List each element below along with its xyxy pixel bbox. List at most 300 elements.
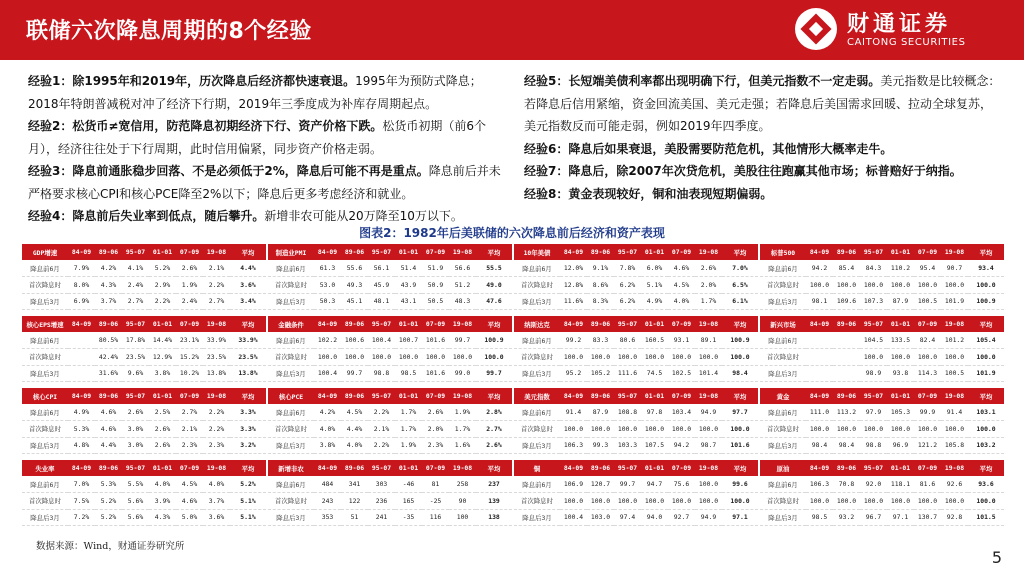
table-cell: 100.0 [860,493,887,510]
table-cell: 103.0 [587,509,614,526]
table-cell: 8.6% [587,277,614,294]
table-cell: 31.6% [95,365,122,382]
table-cell: 100.0 [887,277,914,294]
table-row [22,349,266,366]
average-cell: 101.6 [722,437,758,454]
table-cell: 106.3 [560,437,587,454]
table-cell: 80.5% [95,332,122,349]
table-cell: 23.1% [176,332,203,349]
average-cell: 99.6 [722,476,758,493]
table-cell: 100.7 [395,332,422,349]
row-label: 降息后3月 [514,437,560,454]
average-cell: 7.0% [722,260,758,277]
page-title: 联储六次降息周期的8个经验 [26,19,312,44]
average-cell: 101.5 [968,509,1004,526]
table-cell: 100.0 [941,277,968,294]
table-cell: 102.2 [314,332,341,349]
table-row [514,437,758,454]
period-header: 89-06 [95,316,122,332]
table-cell: 91.4 [941,404,968,421]
table-row [22,365,266,382]
period-header: 07-09 [914,244,941,260]
table-cell: 2.2% [203,277,230,294]
table-cell [68,365,95,382]
table-cell: 258 [449,476,476,493]
average-header: 平均 [230,316,266,332]
row-label: 降息前6月 [760,404,806,421]
row-label: 降息后3月 [760,293,806,310]
table-row [268,509,512,526]
table-cell: 105.2 [587,365,614,382]
table-cell: 105.8 [941,437,968,454]
table-cell: 3.9% [149,493,176,510]
indicator-table [268,316,512,382]
average-cell: 105.4 [968,332,1004,349]
indicator-name: 标普500 [760,244,806,260]
period-header: 95-07 [122,460,149,476]
table-row [514,293,758,310]
lesson-4: 经验4：降息前后失业率到低点，随后攀升。新增非农可能从20万降至10万以下。 [28,209,463,223]
table-cell: 100.4 [314,365,341,382]
table-cell: 160.5 [641,332,668,349]
table-cell: 107.3 [860,293,887,310]
average-cell: 100.9 [476,332,512,349]
table-row [760,493,1004,510]
row-label: 首次降息时 [760,493,806,510]
period-header: 07-09 [668,244,695,260]
average-header: 平均 [230,460,266,476]
indicator-name: 美元指数 [514,388,560,404]
period-header: 95-07 [368,388,395,404]
table-row [760,293,1004,310]
period-header: 89-06 [95,388,122,404]
table-cell: 33.9% [203,332,230,349]
table-row [514,349,758,366]
table-cell: 80.6 [614,332,641,349]
table-cell: 122 [341,493,368,510]
table-cell: 49.3 [341,277,368,294]
row-label: 首次降息时 [514,421,560,438]
table-cell: 8.3% [587,293,614,310]
average-cell: 2.8% [476,404,512,421]
table-cell [68,349,95,366]
table-cell: 2.3% [422,437,449,454]
table-cell: 7.8% [614,260,641,277]
table-cell: 100.0 [695,476,722,493]
average-header: 平均 [722,388,758,404]
table-cell: 100.0 [941,349,968,366]
table-cell: 55.6 [341,260,368,277]
table-cell: 6.0% [641,260,668,277]
average-cell: 55.5 [476,260,512,277]
table-cell: 5.5% [122,476,149,493]
row-label: 降息后3月 [22,293,68,310]
table-row [22,277,266,294]
indicator-table [22,244,266,310]
table-cell: 4.9% [641,293,668,310]
table-cell: 99.3 [587,437,614,454]
table-cell: 100.0 [887,349,914,366]
average-cell: 237 [476,476,512,493]
table-cell: 6.2% [614,277,641,294]
table-row [22,476,266,493]
table-cell: 83.3 [587,332,614,349]
table-row [22,509,266,526]
lesson-6: 经验6：降息后如果衰退，美股需要防范危机，其他情形大概率走牛。 [524,141,893,156]
row-label: 降息后3月 [760,509,806,526]
row-label: 降息前6月 [268,332,314,349]
row-label: 首次降息时 [760,277,806,294]
average-cell: 33.9% [230,332,266,349]
average-cell: 5.1% [230,509,266,526]
average-cell: 6.5% [722,277,758,294]
average-header: 平均 [722,316,758,332]
indicator-name: 纳斯达克 [514,316,560,332]
table-cell: 61.3 [314,260,341,277]
period-header: 01-01 [641,316,668,332]
indicator-name: 原油 [760,460,806,476]
table-cell: 90 [449,493,476,510]
period-header: 01-01 [887,388,914,404]
table-row [760,277,1004,294]
table-cell: 89.1 [695,332,722,349]
average-cell: 93.6 [968,476,1004,493]
average-cell: 97.7 [722,404,758,421]
period-header: 19-08 [695,460,722,476]
row-label: 首次降息时 [514,277,560,294]
table-cell: 53.0 [314,277,341,294]
table-row [268,493,512,510]
indicator-name: 失业率 [22,460,68,476]
table-cell: 4.6% [668,260,695,277]
table-cell: 100 [449,509,476,526]
table-cell: 243 [314,493,341,510]
table-cell: 4.9% [68,404,95,421]
table-cell: 100.0 [887,493,914,510]
table-cell: 5.6% [122,493,149,510]
table-cell: 104.5 [860,332,887,349]
table-cell: 100.0 [449,349,476,366]
table-cell: 95.2 [560,365,587,382]
average-header: 平均 [476,388,512,404]
table-cell: 100.0 [914,421,941,438]
table-cell [806,365,833,382]
table-row [760,509,1004,526]
table-cell: 2.7% [122,293,149,310]
average-cell: 100.0 [476,349,512,366]
table-cell: 96.9 [887,437,914,454]
row-label: 降息后3月 [760,437,806,454]
period-header: 19-08 [941,460,968,476]
table-cell: 109.6 [833,293,860,310]
period-header: 95-07 [368,316,395,332]
period-header: 01-01 [641,244,668,260]
period-header: 07-09 [422,460,449,476]
table-cell: 100.0 [695,421,722,438]
table-cell: 95.4 [914,260,941,277]
table-row [760,404,1004,421]
period-header: 89-06 [833,316,860,332]
average-cell: 103.1 [968,404,1004,421]
table-cell: 165 [395,493,422,510]
table-cell: 100.6 [341,332,368,349]
table-cell: 5.1% [641,277,668,294]
average-cell: 6.1% [722,293,758,310]
period-header: 89-06 [587,388,614,404]
table-cell: 100.0 [860,349,887,366]
period-header: 89-06 [833,244,860,260]
table-row [268,437,512,454]
table-cell: 100.0 [587,349,614,366]
table-cell: 7.9% [68,260,95,277]
average-cell: 103.2 [968,437,1004,454]
table-cell: 81 [422,476,449,493]
table-row [514,493,758,510]
table-cell: 103.3 [614,437,641,454]
table-cell: 4.6% [95,404,122,421]
average-header: 平均 [968,316,1004,332]
table-cell: 118.1 [887,476,914,493]
period-header: 89-06 [95,244,122,260]
table-cell: 101.4 [695,365,722,382]
table-cell: 116 [422,509,449,526]
table-cell: 236 [368,493,395,510]
indicator-table [760,244,1004,310]
table-cell: 101.9 [941,293,968,310]
table-cell: 51.2 [449,277,476,294]
average-cell: 13.8% [230,365,266,382]
period-header: 84-09 [314,460,341,476]
lesson-8: 经验8：黄金表现较好，铜和油表现短期偏弱。 [524,186,773,201]
table-cell: 42.4% [95,349,122,366]
table-cell: 111.0 [806,404,833,421]
table-cell: 7.5% [68,493,95,510]
table-cell: 2.7% [176,404,203,421]
indicator-name: 铜 [514,460,560,476]
period-header: 95-07 [860,316,887,332]
average-cell: 3.3% [230,404,266,421]
lesson-7: 经验7：降息后，除2007年次贷危机，美股往往跑赢其他市场；标普赔好于纳指。 [524,164,962,178]
row-label: 首次降息时 [268,493,314,510]
table-cell: 92.6 [941,476,968,493]
table-cell: 10.2% [176,365,203,382]
table-cell: 4.5% [668,277,695,294]
table-cell: 1.9% [449,404,476,421]
table-cell: 2.0% [422,421,449,438]
table-cell: 107.5 [641,437,668,454]
table-row [760,421,1004,438]
table-cell: 96.7 [860,509,887,526]
table-cell: 4.8% [68,437,95,454]
table-cell: 100.0 [668,493,695,510]
table-cell: 56.1 [368,260,395,277]
table-cell: 100.0 [341,349,368,366]
table-cell: 2.1% [176,421,203,438]
table-cell: 3.8% [149,365,176,382]
data-source: 数据来源：Wind，财通证券研究所 [36,541,185,552]
period-header: 19-08 [203,316,230,332]
period-header: 07-09 [422,244,449,260]
table-cell: 2.4% [122,277,149,294]
average-cell: 100.0 [968,349,1004,366]
table-cell: 3.7% [95,293,122,310]
table-cell: 108.8 [614,404,641,421]
period-header: 19-08 [203,388,230,404]
table-cell: 5.2% [95,509,122,526]
table-cell: 56.6 [449,260,476,277]
table-cell: 4.5% [176,476,203,493]
period-header: 19-08 [449,316,476,332]
table-cell: 4.4% [95,437,122,454]
row-label: 降息后3月 [268,437,314,454]
table-cell: 2.2% [203,421,230,438]
table-cell: 106.9 [560,476,587,493]
table-cell: 100.0 [833,277,860,294]
period-header: 89-06 [833,388,860,404]
table-cell: 92.8 [941,509,968,526]
table-row [22,332,266,349]
row-label: 降息前6月 [514,476,560,493]
table-row [760,349,1004,366]
indicator-table [760,388,1004,454]
table-cell: 93.2 [833,509,860,526]
table-cell: 87.9 [587,404,614,421]
table-cell: 94.7 [641,476,668,493]
table-cell: 11.6% [560,293,587,310]
period-header: 84-09 [68,316,95,332]
table-cell: 1.7% [395,421,422,438]
period-header: 95-07 [860,244,887,260]
period-header: 19-08 [203,244,230,260]
table-cell: 4.6% [95,421,122,438]
table-cell: 99.2 [560,332,587,349]
table-row [760,476,1004,493]
indicator-name: 新兴市场 [760,316,806,332]
period-header: 95-07 [122,316,149,332]
table-cell: 13.8% [203,365,230,382]
table-cell: 100.0 [560,421,587,438]
table-cell: 4.4% [341,421,368,438]
table-cell: 97.8 [641,404,668,421]
average-cell: 4.4% [230,260,266,277]
table-cell: 9.6% [122,365,149,382]
table-cell: 100.0 [806,421,833,438]
table-cell: 341 [341,476,368,493]
table-cell: 8.0% [68,277,95,294]
average-cell: 100.9 [722,332,758,349]
table-cell: 99.7 [449,332,476,349]
table-cell: 51.4 [395,260,422,277]
table-cell: 100.0 [368,349,395,366]
table-cell: 5.2% [95,493,122,510]
table-cell: 133.5 [887,332,914,349]
table-cell: 43.1 [395,293,422,310]
period-header: 07-09 [176,244,203,260]
period-header: 84-09 [806,388,833,404]
table-cell: 98.1 [806,293,833,310]
table-cell: 6.9% [68,293,95,310]
period-header: 07-09 [668,460,695,476]
period-header: 01-01 [887,244,914,260]
indicator-table [760,460,1004,526]
table-cell: 14.4% [149,332,176,349]
table-cell: 98.5 [395,365,422,382]
lesson-2: 经验2：松货币≠宽信用，防范降息初期经济下行、资产价格下跌。松货币初期（前6个月），经济往往处于下行周期，此时信用偏紧，同步资产价格走弱。 [28,119,487,156]
table-cell [68,332,95,349]
average-cell: 100.0 [968,493,1004,510]
period-header: 84-09 [68,388,95,404]
table-cell: 98.9 [860,365,887,382]
indicator-name: 金融条件 [268,316,314,332]
table-cell: 98.5 [806,509,833,526]
indicator-table [760,316,1004,382]
table-cell: 100.0 [641,421,668,438]
period-header: 01-01 [395,460,422,476]
period-header: 84-09 [806,460,833,476]
row-label: 首次降息时 [22,493,68,510]
table-cell: 97.4 [614,509,641,526]
table-row [22,421,266,438]
period-header: 19-08 [695,316,722,332]
table-cell: 4.2% [314,404,341,421]
average-cell: 97.1 [722,509,758,526]
row-label: 首次降息时 [22,349,68,366]
table-cell: 241 [368,509,395,526]
table-cell: 4.2% [95,260,122,277]
table-cell: 98.8 [860,437,887,454]
table-cell: 82.4 [914,332,941,349]
table-cell [833,349,860,366]
table-cell: 1.6% [449,437,476,454]
average-header: 平均 [968,244,1004,260]
period-header: 01-01 [149,460,176,476]
average-cell: 5.1% [230,493,266,510]
table-cell: 93.1 [668,332,695,349]
table-cell: 2.3% [203,437,230,454]
table-cell: 70.8 [833,476,860,493]
table-cell: 100.0 [614,421,641,438]
table-cell: 51 [341,509,368,526]
period-header: 07-09 [914,460,941,476]
table-cell: 6.2% [614,293,641,310]
row-label: 降息后3月 [22,509,68,526]
row-label: 降息前6月 [760,476,806,493]
indicator-name: GDP增速 [22,244,68,260]
table-cell: 303 [368,476,395,493]
period-header: 01-01 [641,388,668,404]
average-cell: 2.6% [476,437,512,454]
table-cell: 100.0 [314,349,341,366]
table-cell: 2.1% [203,260,230,277]
period-header: 84-09 [560,388,587,404]
average-cell: 93.4 [968,260,1004,277]
table-cell: 3.8% [314,437,341,454]
table-cell: 99.7 [341,365,368,382]
table-cell: 114.3 [914,365,941,382]
table-cell: 2.0% [695,277,722,294]
average-cell: 2.7% [476,421,512,438]
row-label: 降息后3月 [22,437,68,454]
row-label: 降息前6月 [22,476,68,493]
average-cell: 100.0 [722,349,758,366]
table-cell: 98.7 [695,437,722,454]
row-label: 降息前6月 [514,404,560,421]
table-cell: 3.6% [203,509,230,526]
table-cell: 100.0 [614,349,641,366]
table-cell: 353 [314,509,341,526]
row-label: 首次降息时 [760,349,806,366]
period-header: 01-01 [149,316,176,332]
